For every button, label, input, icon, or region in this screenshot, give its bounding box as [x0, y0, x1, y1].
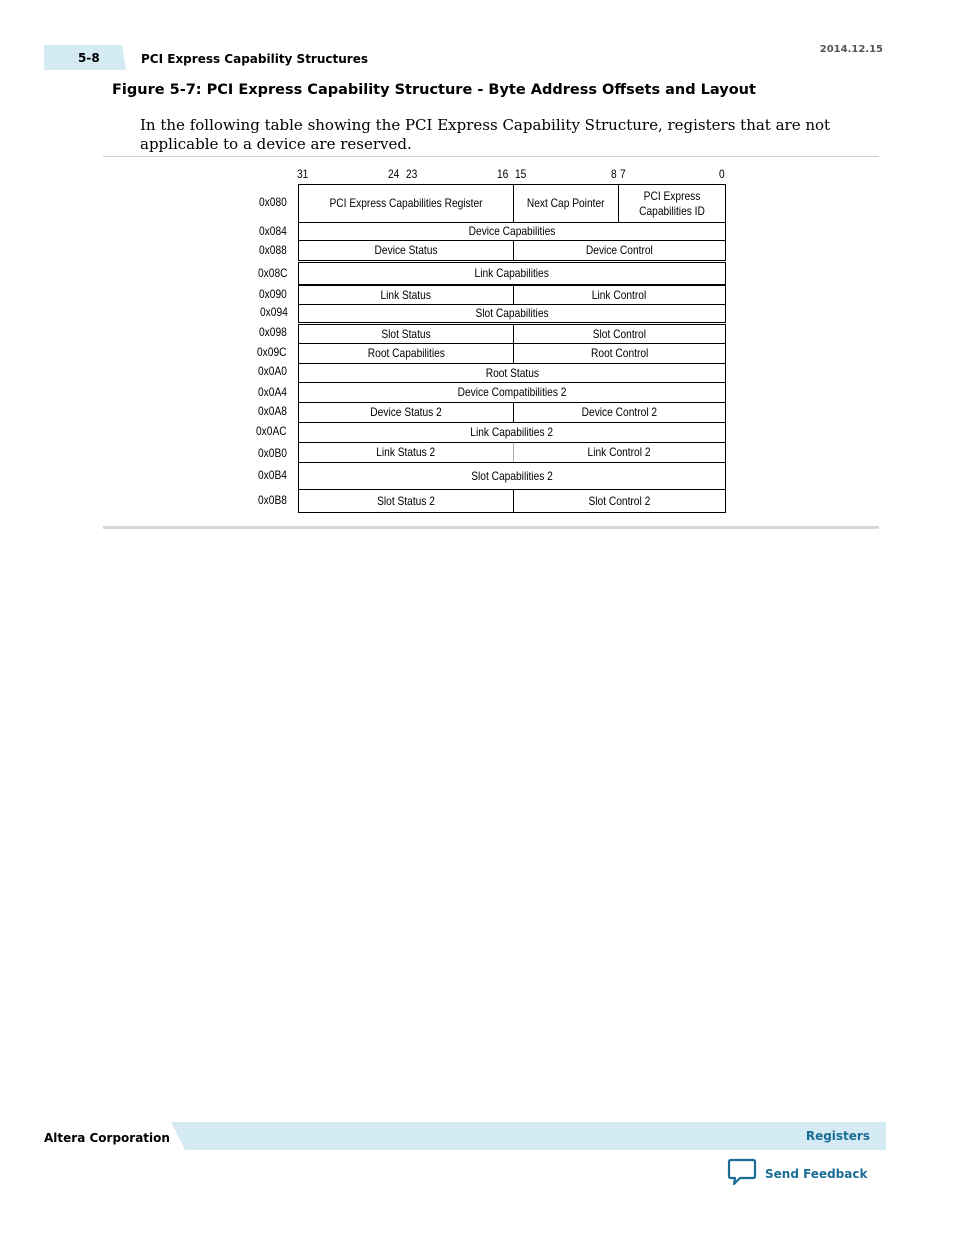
offset-label: 0x090 — [259, 287, 287, 301]
register-cell: Slot Capabilities — [298, 304, 726, 323]
offset-label: 0x0A0 — [258, 364, 287, 378]
register-cell: Link Capabilities 2 — [298, 422, 726, 443]
offset-label: 0x09C — [257, 345, 287, 359]
offset-label: 0x0B4 — [258, 468, 287, 482]
register-cell: Link Control 2 — [513, 442, 726, 463]
revision-date: 2014.12.15 — [819, 44, 883, 55]
register-cell: Device Control — [513, 240, 726, 261]
page-number: 5-8 — [78, 51, 100, 65]
send-feedback-label: Send Feedback — [765, 1167, 868, 1181]
offset-label: 0x0A4 — [258, 385, 287, 399]
offset-label: 0x08C — [258, 266, 288, 280]
register-cell: Link Status 2 — [298, 442, 514, 463]
register-cell: Device Status 2 — [298, 402, 514, 423]
register-cell: Slot Status — [298, 324, 514, 344]
register-cell: PCI Express Capabilities ID — [618, 184, 726, 223]
register-cell: Slot Control — [513, 324, 726, 344]
bit-label: 8 — [611, 167, 617, 181]
registers-link[interactable]: Registers — [805, 1129, 870, 1143]
register-cell: Slot Control 2 — [513, 489, 726, 513]
register-cell: Slot Status 2 — [298, 489, 514, 513]
offset-label: 0x088 — [259, 243, 287, 257]
register-cell: Root Status — [298, 363, 726, 383]
register-cell: PCI Express Capabilities Register — [298, 184, 514, 223]
register-cell: Device Control 2 — [513, 402, 726, 423]
register-cell: Next Cap Pointer — [513, 184, 619, 223]
offset-label: 0x0B8 — [258, 493, 287, 507]
bit-label: 31 — [297, 167, 309, 181]
figure-title: Figure 5-7: PCI Express Capability Structure - Byte Address Offsets and Layout — [112, 82, 756, 98]
register-cell: Device Compatibilities 2 — [298, 382, 726, 403]
offset-label: 0x098 — [259, 325, 287, 339]
register-cell: Link Capabilities — [298, 262, 726, 285]
bit-label: 24 — [388, 167, 400, 181]
bit-label: 15 — [515, 167, 527, 181]
offset-label: 0x0B0 — [258, 446, 287, 460]
register-cell: Device Capabilities — [298, 222, 726, 241]
offset-label: 0x084 — [259, 224, 287, 238]
send-feedback-link[interactable] — [727, 1158, 867, 1190]
figure-bottom-rule — [103, 526, 879, 529]
offset-label: 0x080 — [259, 195, 287, 209]
register-cell: Slot Capabilities 2 — [298, 462, 726, 490]
register-cell: Root Capabilities — [298, 343, 514, 364]
register-cell: Link Status — [298, 285, 514, 305]
offset-label: 0x0A8 — [258, 404, 287, 418]
register-cell: Link Control — [513, 285, 726, 305]
offset-label: 0x094 — [260, 305, 288, 319]
offset-label: 0x0AC — [256, 424, 287, 438]
company-name: Altera Corporation — [44, 1131, 170, 1145]
figure-top-rule — [103, 156, 879, 157]
bit-label: 23 — [406, 167, 418, 181]
footer-band — [171, 1122, 886, 1150]
register-cell: Device Status — [298, 240, 514, 261]
speech-bubble-icon — [727, 1158, 757, 1190]
bit-label: 0 — [719, 167, 725, 181]
intro-paragraph: In the following table showing the PCI Express Capability Structure, registers that are not applicable to a device are reserved. — [140, 116, 831, 153]
section-title: PCI Express Capability Structures — [141, 52, 368, 66]
register-cell: Root Control — [513, 343, 726, 364]
bit-label: 16 — [497, 167, 509, 181]
bit-label: 7 — [620, 167, 626, 181]
